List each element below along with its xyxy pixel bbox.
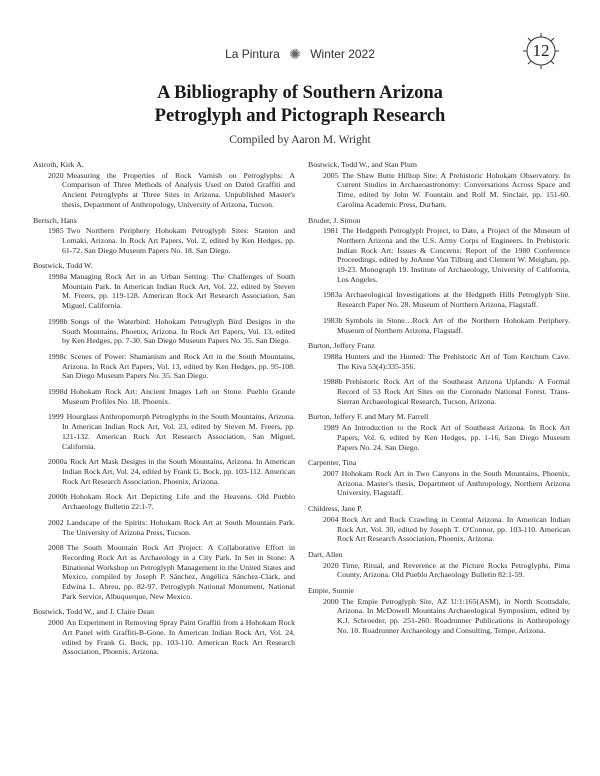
entry-citation: Songs of the Waterbird: Hohokam Petroglyph Bird Designs in the South Mountains, Phoenix, Arizona. In Rock Art Papers, Vol. 13, edited by Ken Hedges, pp. 7-30. San Diego Museum Papers No. 35. San Diego.	[62, 316, 295, 346]
entry-citation: Hunters and the Hunted: The Prehistoric Art of Tom Ketchum Cave. The Kiva 53(4):335-356.	[337, 351, 570, 371]
entry-citation: The Shaw Butte Hilltop Site: A Prehistoric Hohokam Observatory. In Current Studies in Archaeoastronomy: Conversations Across Space and Time, edited by John W. Fountain and Rolf M. Sinclair, pp. 151-60. Carolina Academic Press, Durham.	[337, 170, 570, 209]
bibliography-entry	[33, 518, 295, 537]
author-heading: Bostwick, Todd W., and Stan Plum	[308, 160, 417, 169]
entry-citation: Prehistoric Rock Art of the Southeast Arizona Uplands: A Formal Record of 53 Rock Art Sites on the Coronado National Forest. Trans-Sierran Archaeological Research, Tucson, Arizona.	[337, 377, 570, 406]
entry-citation: Scenes of Power: Shamanism and Rock Art in the South Mountains, Arizona. In Rock Art Papers, Vol. 13, edited by Ken Hedges, pp. 95-108. San Diego Museum Papers No. 35. San Diego.	[62, 351, 295, 381]
entry-year: 1988a	[323, 351, 343, 361]
masthead	[0, 46, 600, 63]
entry-citation: Symbols in Stone…Rock Art of the Northern Hohokam Periphery. Museum of Northern Arizona, Flagstaff.	[337, 315, 570, 335]
sun-petroglyph-icon: ✺	[289, 46, 301, 62]
author-heading: Bostwick, Todd W., and J. Claire Dean	[33, 607, 155, 617]
author-heading: Carpenter, Tina	[308, 458, 357, 468]
bibliography-entry	[33, 352, 295, 381]
author-heading: Empie, Sunnie	[308, 586, 354, 596]
entry-citation: An Experiment in Removing Spray Paint Graffiti from a Hohokam Rock Art Panel with Graffiti-B-Gone. In American Indian Rock Art, Vol. 24, edited by Frank G. Bock, pp. 103-110. American Rock Art Research Association, Phoenix, Arizona.	[62, 618, 295, 657]
bibliography-entry	[308, 377, 570, 406]
left-column	[33, 160, 295, 663]
entry-year: 1983b	[323, 315, 343, 325]
entry-year: 2000	[48, 618, 64, 628]
bibliography-entry	[308, 423, 570, 452]
author-heading: Bertsch, Hans	[33, 215, 77, 225]
entry-year: 1998c	[48, 351, 68, 361]
bibliography-entry	[308, 597, 570, 636]
entry-year: 2000b	[48, 492, 68, 502]
author-heading: Bruder, J. Simon	[308, 215, 361, 225]
entry-year: 2008	[48, 543, 64, 553]
bibliography-entry	[308, 171, 570, 210]
bibliography-entry	[308, 290, 570, 309]
entry-year: 1981	[323, 226, 339, 236]
entry-citation: The Hedgpeth Petroglyph Project, to Date, a Project of the Museum of Northern Arizona and the U.S. Army Corps of Engineers. In Prehistoric Indian Rock Art: Issues & Concerns: Report of the 1980 Conference Proceedings, edited by JoAnne Van Tilburg and Clement W. Meighan, pp. 19-23. Monograph 19. Institute of Archaeology, University of California, Los Angeles.	[337, 226, 570, 284]
entry-citation: Managing Rock Art in an Urban Setting: The Challenges of South Mountain Park. In American Indian Rock Art, Vol. 22, edited by Steven M. Freers, pp. 119-128. American Rock Art Research Association, San Miguel, California.	[62, 272, 295, 311]
entry-citation: Hohokam Rock Art: Ancient Images Left on Stone. Pueblo Grande Museum Profiles No. 18. Phoenix.	[62, 387, 295, 406]
bibliography-entry	[33, 618, 295, 657]
entry-year: 2002	[48, 517, 64, 527]
bibliography-entry	[308, 226, 570, 284]
entry-citation: Hohokam Rock Art Depicting Life and the Heavens. Old Pueblo Archaeology Bulletin 22:1-7.	[62, 492, 295, 512]
entry-citation: Archaeological Investigations at the Hedgpeth Hills Petroglyph Site. Research Paper No. 28. Museum of Northern Arizona, Flagstaff.	[337, 290, 570, 310]
page-title	[0, 82, 600, 128]
entry-citation: Rock Art Mask Designs in the South Mountains, Arizona. In American Indian Rock Art, Vol. 24, edited by Frank G. Bock, pp. 103-112. American Rock Art Research Association, Phoenix, Arizona.	[62, 457, 295, 486]
issue-date: Winter 2022	[310, 47, 375, 61]
entry-citation: Two Northern Periphery Hohokam Petroglyph Sites: Stanton and Lomaki, Arizona. In Rock Art Papers, Vol. 2, edited by Ken Hedges, pp. 61-72. San Diego Museum Papers No. 18. San Diego.	[62, 226, 295, 255]
entry-year: 1999	[48, 412, 64, 422]
entry-year: 2020	[323, 560, 339, 570]
entry-year: 2000	[323, 596, 339, 606]
author-heading: Dart, Allen	[308, 549, 343, 559]
entry-citation: Measuring the Properties of Rock Varnish on Petroglyphs: A Comparison of Three Methods of Analysis Used on Dated Graffiti and Ancient Petroglyphs at Three Sites in Arizona. Unpublished Master's thesis, Department of Anthropology, University of Arizona, Tucson.	[62, 170, 295, 209]
bibliography-entry	[308, 316, 570, 335]
author-heading: Burton, Jeffery F. and Mary M. Farrell	[308, 412, 429, 422]
entry-citation: Hourglass Anthropomorph Petroglyphs in the South Mountains, Arizona. In American Indian Rock Art, Vol. 23, edited by Steven M. Freers, pp. 121-132. American Rock Art Research Association, San Miguel, California.	[62, 412, 295, 451]
entry-year: 1988b	[323, 377, 343, 387]
bibliography-entry	[33, 272, 295, 311]
entry-year: 2020	[48, 170, 64, 180]
entry-citation: Time, Ritual, and Reverence at the Picture Rocks Petroglyphs, Pima County, Arizona. Old Pueblo Archaeology Bulletin 82:1-59.	[337, 560, 570, 580]
author-heading: Bostwick, Todd W.	[33, 261, 93, 271]
entry-year: 2007	[323, 468, 339, 478]
title-line-2: Petroglyph and Pictograph Research	[154, 106, 446, 126]
entry-year: 1989	[323, 423, 339, 433]
entry-citation: Rock Art and Rock Crawling in Central Arizona. In American Indian Rock Art, Vol. 30, edited by Joseph T. O'Connor, pp. 103-110. American Rock Art Research Association, Phoenix, Arizona.	[337, 514, 570, 544]
bibliography-entry	[308, 469, 570, 498]
entry-citation: Landscape of the Spirits: Hohokam Rock Art at South Mountain Park. The University of Arizona Press, Tucson.	[62, 517, 295, 537]
entry-citation: An Introduction to the Rock Art of Southeast Arizona. In Rock Art Papers, Vol. 6, edited by Ken Hedges, pp. 1-16, San Diego Museum Papers No. 24. San Diego.	[337, 423, 570, 452]
bibliography-entry	[308, 352, 570, 371]
bibliography-entry	[33, 492, 295, 511]
right-column	[308, 160, 570, 642]
bibliography-entry	[33, 543, 295, 601]
entry-year: 1998b	[48, 316, 68, 326]
bibliography-entry	[308, 515, 570, 544]
magazine-name: La Pintura	[225, 47, 280, 61]
bibliography-entry	[33, 317, 295, 346]
compiled-by: Compiled by Aaron M. Wright	[229, 134, 371, 146]
author-heading: Childress, Jane P.	[308, 504, 363, 514]
entry-year: 1998a	[48, 272, 68, 282]
bibliography-entry	[33, 412, 295, 451]
entry-year: 2005	[323, 170, 339, 180]
page-number: 12	[532, 41, 550, 60]
entry-year: 1998d	[48, 387, 68, 397]
bibliography-entry	[33, 387, 295, 406]
author-heading: Burton, Jeffery Franz	[308, 341, 375, 351]
entry-year: 2004	[323, 514, 339, 524]
title-line-1: A Bibliography of Southern Arizona	[157, 83, 443, 103]
entry-year: 2000a	[48, 457, 68, 467]
bibliography-entry	[33, 457, 295, 486]
bibliography-entry	[33, 226, 295, 255]
entry-year: 1983a	[323, 290, 343, 300]
entry-citation: Hohokam Rock Art in Two Canyons in the South Mountains, Phoenix, Arizona. Master's thesis, Department of Anthropology, Northern Arizona University, Flagstaff.	[337, 468, 570, 498]
entry-citation: The Empie Petroglyph Site, AZ U:1:165(ASM), in North Scottsdale, Arizona. In McDowell Mountains Archaeological Symposium, edited by K.J. Schroeder, pp. 251-260. Roadrunner Publications in Anthropology No. 10. Roadrunner Archaeology and Consulting, Tempe, Arizona.	[337, 596, 570, 635]
author-heading: Astroth, Kirk A.	[33, 160, 84, 169]
bibliography-entry	[308, 561, 570, 580]
entry-year: 1985	[48, 226, 64, 236]
bibliography-entry	[33, 171, 295, 210]
entry-citation: The South Mountain Rock Art Project: A Collaborative Effort in Recording Rock Art as Archaeology in a City Park. In Set in Stone: A Binational Workshop on Petroglyph Management in the United States and Mexico, compiled by Joseph P. Sánchez, Angélica Sánchez-Clark, and Edwina L. Abreu, pp. 82-97. Petroglyph National Monument, National Park Service, Albuquerque, New Mexico.	[62, 543, 295, 601]
